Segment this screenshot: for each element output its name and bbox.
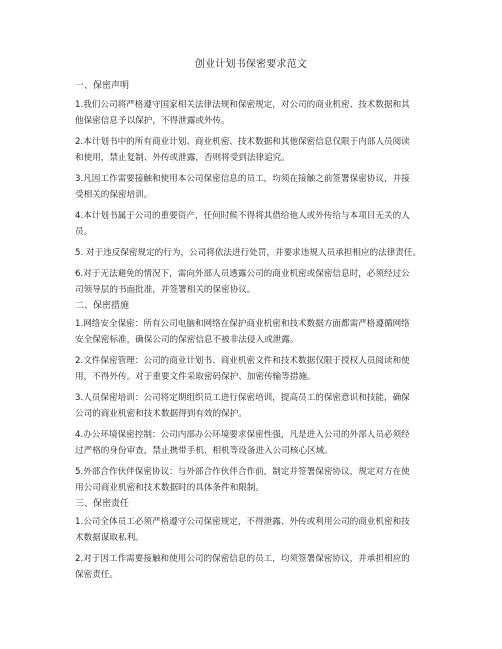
paragraph	[75, 134, 435, 166]
document-title: 创业计划书保密要求范文	[194, 59, 308, 70]
paragraph	[75, 464, 435, 496]
item-number: 6.	[75, 269, 84, 279]
item-number: 1.	[75, 100, 84, 110]
paragraph	[75, 245, 435, 261]
paragraph-line: 术数据谋取私利。	[75, 533, 144, 543]
paragraph-line: 司领导层的书面批准，并签署相关的保密协议。	[75, 285, 256, 295]
paragraph-line: 公司的商业机密和技术数据得到有效的保护。	[75, 409, 247, 419]
paragraph-line: 外部合作伙伴保密协议：与外部合作伙伴合作前，制定并签署保密协议，规定对方在使	[83, 467, 410, 477]
item-number: 4.	[75, 430, 84, 440]
paragraph	[75, 551, 435, 583]
section-heading: 一、保密声明	[75, 81, 130, 91]
paragraph	[75, 427, 435, 459]
item-number: 1.	[75, 517, 84, 527]
item-number: 3.	[75, 393, 84, 403]
paragraph	[75, 266, 435, 298]
item-number: 2.	[75, 137, 84, 147]
paragraph	[75, 208, 435, 240]
paragraph	[75, 97, 435, 129]
item-number: 1.	[75, 319, 84, 329]
paragraph	[75, 353, 435, 385]
paragraph-line: 网络安全保密：所有公司电脑和网络在保护商业机密和技术数据方面都需严格遵循网络	[83, 319, 410, 329]
item-number: 4.	[75, 211, 84, 221]
paragraph-line: 过严格的身份审查，禁止携带手机、相机等设备进入公司核心区域。	[75, 446, 333, 456]
paragraph-line: 受相关的保密培训。	[75, 190, 153, 200]
paragraph-line: 他保密信息予以保护，不得泄露或外传。	[75, 116, 230, 126]
paragraph-line: 和使用，禁止复制、外传或泄露，否则将受到法律追究。	[75, 153, 290, 163]
paragraph-line: 本计划书中的所有商业计划、商业机密、技术数据和其他保密信息仅限于内部人员阅读	[83, 137, 410, 147]
paragraph-line: 本计划书属于公司的重要资产，任何时候不得将其借给他人或外传给与本项目无关的人	[83, 211, 410, 221]
paragraph-line: 对于因工作需要接触和使用公司的保密信息的员工，均须签署保密协议，并承担相应的	[83, 554, 410, 564]
paragraph-line: 人员保密培训：公司将定期组织员工进行保密培训，提高员工的保密意识和技能，确保	[83, 393, 410, 403]
item-number: 2.	[75, 554, 84, 564]
item-number: 3.	[75, 174, 84, 184]
item-number: 5.	[75, 467, 84, 477]
paragraph	[75, 514, 435, 546]
paragraph-line: 保密责任。	[75, 570, 118, 580]
paragraph	[75, 171, 435, 203]
paragraph	[75, 390, 435, 422]
paragraph-line: 用公司商业机密和技术数据时的具体条件和限制。	[75, 483, 265, 493]
paragraph-line: 安全保密标准，确保公司的保密信息不被非法侵入或泄露。	[75, 335, 299, 345]
item-number: 2.	[75, 356, 84, 366]
paragraph-line: 对于无法避免的情况下，需向外部人员透露公司的商业机密或保密信息时，必须经过公	[83, 269, 410, 279]
paragraph-line: 用，不得外传。对于重要文件采取密码保护、加密传输等措施。	[75, 372, 316, 382]
paragraph-line: 我们公司将严格遵守国家相关法律法规和保密规定，对公司的商业机密、技术数据和其	[83, 100, 410, 110]
paragraph-line: 办公环境保密控制：公司内部办公环境要求保密性强，凡是进入公司的外部人员必须经	[83, 430, 410, 440]
paragraph-line: 凡因工作需要接触和使用本公司保密信息的员工，均须在接触之前签署保密协议，并接	[83, 174, 410, 184]
paragraph	[75, 316, 435, 348]
paragraph-line: 员。	[75, 227, 93, 237]
paragraph-line: 文件保密管理：公司的商业计划书、商业机密文件和技术数据仅限于授权人员阅读和使	[83, 356, 410, 366]
paragraph-line: 公司全体员工必须严格遵守公司保密规定，不得泄露、外传或利用公司的商业机密和技	[83, 517, 410, 527]
section-heading: 二、保密措施	[75, 301, 130, 311]
section-heading: 三、保密责任	[75, 499, 130, 509]
item-number: 5.	[75, 248, 84, 258]
paragraph-line: 对于违反保密规定的行为，公司将依法进行处罚，并要求违规人员承担相应的法律责任。	[83, 248, 422, 258]
